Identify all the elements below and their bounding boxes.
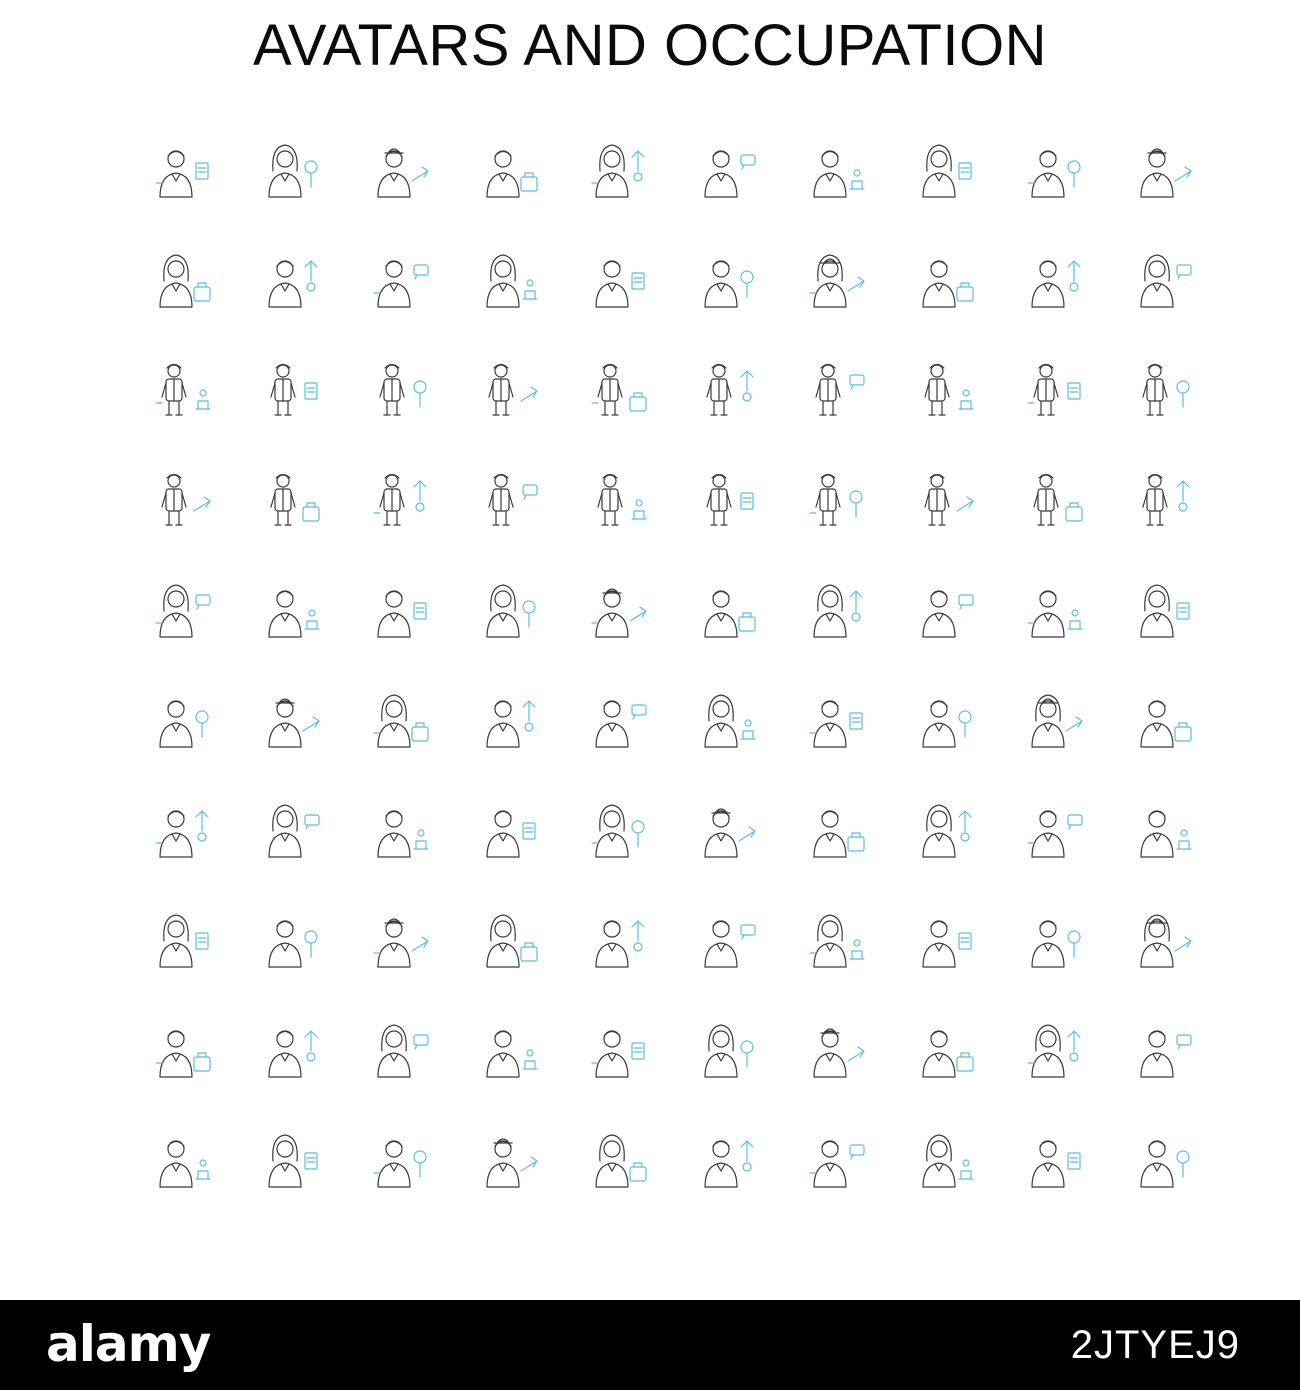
judge-icon: [806, 1017, 868, 1083]
page-title: AVATARS AND OCCUPATION: [252, 13, 1048, 78]
icon-cell: [782, 225, 891, 335]
icon-cell: [1000, 885, 1109, 995]
icon-cell: [564, 555, 673, 665]
cleaner-icon: [479, 1127, 541, 1193]
butcher-icon: [915, 357, 977, 423]
soldier-icon: [1024, 1017, 1086, 1083]
sailor-icon: [479, 137, 541, 203]
icon-cell: [128, 225, 237, 335]
yoga-instructor-icon: [1133, 247, 1195, 313]
icon-cell: [128, 885, 237, 995]
mechanic-icon: [152, 137, 214, 203]
icon-cell: [346, 115, 455, 225]
builder-icon: [1024, 357, 1086, 423]
icon-cell: [673, 335, 782, 445]
chemist-woman-icon: [370, 907, 432, 973]
icon-cell: [237, 555, 346, 665]
pilot-icon: [588, 357, 650, 423]
icon-cell: [455, 115, 564, 225]
icon-cell: [673, 775, 782, 885]
icon-cell: [891, 445, 1000, 555]
presenter-icon: [806, 1127, 868, 1193]
icon-cell: [455, 555, 564, 665]
icon-cell: [1109, 115, 1218, 225]
icon-cell: [564, 995, 673, 1105]
woman-icon: [1133, 137, 1195, 203]
icon-cell: [346, 665, 455, 775]
businesswoman-icon: [261, 137, 323, 203]
programmer-icon: [806, 137, 868, 203]
pilot-woman-icon: [1024, 1127, 1086, 1193]
icon-cell: [455, 885, 564, 995]
artist-icon: [915, 797, 977, 863]
icon-cell: [891, 115, 1000, 225]
icon-cell: [237, 885, 346, 995]
repairman-icon: [479, 687, 541, 753]
translator-icon: [370, 1017, 432, 1083]
speaker-icon: [806, 907, 868, 973]
teacher-icon: [806, 577, 868, 643]
baker-icon: [261, 1127, 323, 1193]
officer-icon: [697, 797, 759, 863]
confectioner-icon: [915, 1017, 977, 1083]
icon-cell: [1109, 995, 1218, 1105]
icon-cell: [128, 115, 237, 225]
librarian-icon: [261, 357, 323, 423]
icon-cell: [782, 115, 891, 225]
office-worker-icon: [915, 577, 977, 643]
girl-icon: [1024, 137, 1086, 203]
astronaut-icon: [697, 467, 759, 533]
icon-cell: [455, 225, 564, 335]
icon-cell: [237, 1105, 346, 1215]
tourist-icon: [261, 1017, 323, 1083]
icon-cell: [455, 665, 564, 775]
developer-icon: [1133, 357, 1195, 423]
icon-cell: [346, 555, 455, 665]
cashier-woman-icon: [152, 1127, 214, 1193]
icon-cell: [237, 225, 346, 335]
consultant-icon: [1133, 907, 1195, 973]
icon-cell: [782, 885, 891, 995]
cashier-icon: [152, 247, 214, 313]
broker-icon: [588, 1017, 650, 1083]
icon-cell: [891, 555, 1000, 665]
icon-cell: [1109, 445, 1218, 555]
icon-cell: [782, 555, 891, 665]
icon-cell: [564, 1105, 673, 1215]
historian-icon: [152, 1017, 214, 1083]
icon-cell: [1000, 555, 1109, 665]
icon-cell: [564, 775, 673, 885]
housekeeper-icon: [370, 1127, 432, 1193]
icon-cell: [1000, 665, 1109, 775]
icon-cell: [673, 115, 782, 225]
veterinarian-icon: [1133, 577, 1195, 643]
brand-logo: alamy: [46, 1315, 211, 1373]
icon-cell: [455, 995, 564, 1105]
icon-cell: [782, 445, 891, 555]
icon-cell: [564, 665, 673, 775]
police-officer-icon: [1133, 467, 1195, 533]
musician-icon: [479, 357, 541, 423]
icon-grid: [128, 115, 1218, 1215]
icon-cell: [1000, 995, 1109, 1105]
icon-cell: [782, 335, 891, 445]
icon-cell: [891, 665, 1000, 775]
icon-cell: [673, 885, 782, 995]
icon-cell: [891, 775, 1000, 885]
icon-cell: [346, 335, 455, 445]
teacher-board-icon: [479, 797, 541, 863]
magician-icon: [1024, 907, 1086, 973]
icon-cell: [346, 885, 455, 995]
painter-icon: [588, 1127, 650, 1193]
gardener-icon: [697, 357, 759, 423]
construction-worker-icon: [1024, 247, 1086, 313]
icon-cell: [346, 1105, 455, 1215]
icon-cell: [455, 775, 564, 885]
icon-cell: [1109, 225, 1218, 335]
builder-tools-icon: [806, 797, 868, 863]
barber-icon: [915, 137, 977, 203]
icon-cell: [455, 445, 564, 555]
icon-cell: [1109, 555, 1218, 665]
driver-icon: [1133, 687, 1195, 753]
icon-cell: [782, 995, 891, 1105]
icon-cell: [1000, 445, 1109, 555]
farmer-icon: [588, 137, 650, 203]
reporter-icon: [261, 907, 323, 973]
dancer-icon: [697, 907, 759, 973]
clerk-icon: [261, 797, 323, 863]
postman-icon: [806, 357, 868, 423]
lecturer-icon: [1133, 797, 1195, 863]
surveyor-icon: [370, 797, 432, 863]
icon-cell: [891, 1105, 1000, 1215]
icon-cell: [1109, 775, 1218, 885]
scientist-icon: [479, 467, 541, 533]
icon-cell: [237, 445, 346, 555]
footer-bar: [0, 1300, 1300, 1390]
chef-icon: [915, 247, 977, 313]
image-reference: 2JTYEJ9: [1070, 1323, 1240, 1367]
traveler-icon: [588, 577, 650, 643]
engineer-icon: [261, 577, 323, 643]
icon-cell: [891, 225, 1000, 335]
icon-cell: [128, 1105, 237, 1215]
icon-cell: [1109, 665, 1218, 775]
dj-icon: [370, 687, 432, 753]
singer-mic-icon: [588, 687, 650, 753]
firefighter-icon: [915, 467, 977, 533]
icon-cell: [1000, 115, 1109, 225]
model-icon: [697, 577, 759, 643]
hairdresser-icon: [479, 907, 541, 973]
icon-cell: [782, 665, 891, 775]
optician-icon: [915, 907, 977, 973]
detective-icon: [370, 247, 432, 313]
icon-cell: [1109, 885, 1218, 995]
gardener-woman-icon: [697, 1127, 759, 1193]
icon-cell: [782, 775, 891, 885]
cook-icon: [1024, 467, 1086, 533]
icon-cell: [564, 885, 673, 995]
waiter-icon: [588, 247, 650, 313]
worker-icon: [915, 1127, 977, 1193]
icon-cell: [1000, 335, 1109, 445]
guide-icon: [697, 687, 759, 753]
waitress-icon: [697, 137, 759, 203]
icon-cell: [564, 335, 673, 445]
banker-icon: [152, 907, 214, 973]
icon-cell: [128, 555, 237, 665]
designer-icon: [479, 577, 541, 643]
operator-icon: [806, 467, 868, 533]
chemist-icon: [152, 797, 214, 863]
icon-cell: [782, 1105, 891, 1215]
swimmer-icon: [479, 247, 541, 313]
icon-cell: [128, 775, 237, 885]
miner-icon: [152, 357, 214, 423]
icon-cell: [1109, 1105, 1218, 1215]
icon-cell: [891, 335, 1000, 445]
flight-attendant-icon: [370, 577, 432, 643]
miner-helmet-icon: [1024, 687, 1086, 753]
icon-cell: [128, 665, 237, 775]
icon-cell: [237, 335, 346, 445]
icon-cell: [564, 225, 673, 335]
icon-cell: [673, 665, 782, 775]
icon-cell: [237, 665, 346, 775]
icon-cell: [891, 885, 1000, 995]
pharmacist-icon: [479, 1017, 541, 1083]
icon-cell: [455, 335, 564, 445]
dentist-icon: [152, 577, 214, 643]
photographer-icon: [261, 247, 323, 313]
icon-cell: [673, 225, 782, 335]
taxi-driver-icon: [588, 467, 650, 533]
coder-woman-icon: [588, 907, 650, 973]
icon-cell: [128, 995, 237, 1105]
icon-cell: [237, 775, 346, 885]
icon-cell: [346, 775, 455, 885]
singer-icon: [806, 247, 868, 313]
pharmacist-woman-icon: [1133, 1127, 1195, 1193]
icon-cell: [128, 335, 237, 445]
nurse-icon: [152, 467, 214, 533]
icon-cell: [673, 1105, 782, 1215]
secretary-icon: [1024, 797, 1086, 863]
icon-cell: [237, 115, 346, 225]
doctor-stethoscope-icon: [261, 687, 323, 753]
icon-cell: [673, 445, 782, 555]
icon-cell: [673, 555, 782, 665]
icon-cell: [1000, 775, 1109, 885]
icon-cell: [564, 115, 673, 225]
doctor-icon: [370, 357, 432, 423]
analyst-icon: [806, 687, 868, 753]
icon-cell: [346, 225, 455, 335]
receptionist-icon: [370, 137, 432, 203]
welder-icon: [261, 467, 323, 533]
icon-cell: [564, 445, 673, 555]
manager-icon: [915, 687, 977, 753]
icon-cell: [346, 995, 455, 1105]
mail-carrier-icon: [588, 797, 650, 863]
icon-cell: [1000, 225, 1109, 335]
icon-cell: [455, 1105, 564, 1215]
bartender-icon: [697, 247, 759, 313]
icon-cell: [346, 445, 455, 555]
nurse-medicine-icon: [1133, 1017, 1195, 1083]
icon-cell: [673, 995, 782, 1105]
icon-cell: [891, 995, 1000, 1105]
icon-cell: [237, 995, 346, 1105]
florist-icon: [697, 1017, 759, 1083]
plumber-icon: [370, 467, 432, 533]
icon-cell: [1000, 1105, 1109, 1215]
icon-cell: [1109, 335, 1218, 445]
electrician-icon: [152, 687, 214, 753]
icon-cell: [128, 445, 237, 555]
accountant-icon: [1024, 577, 1086, 643]
